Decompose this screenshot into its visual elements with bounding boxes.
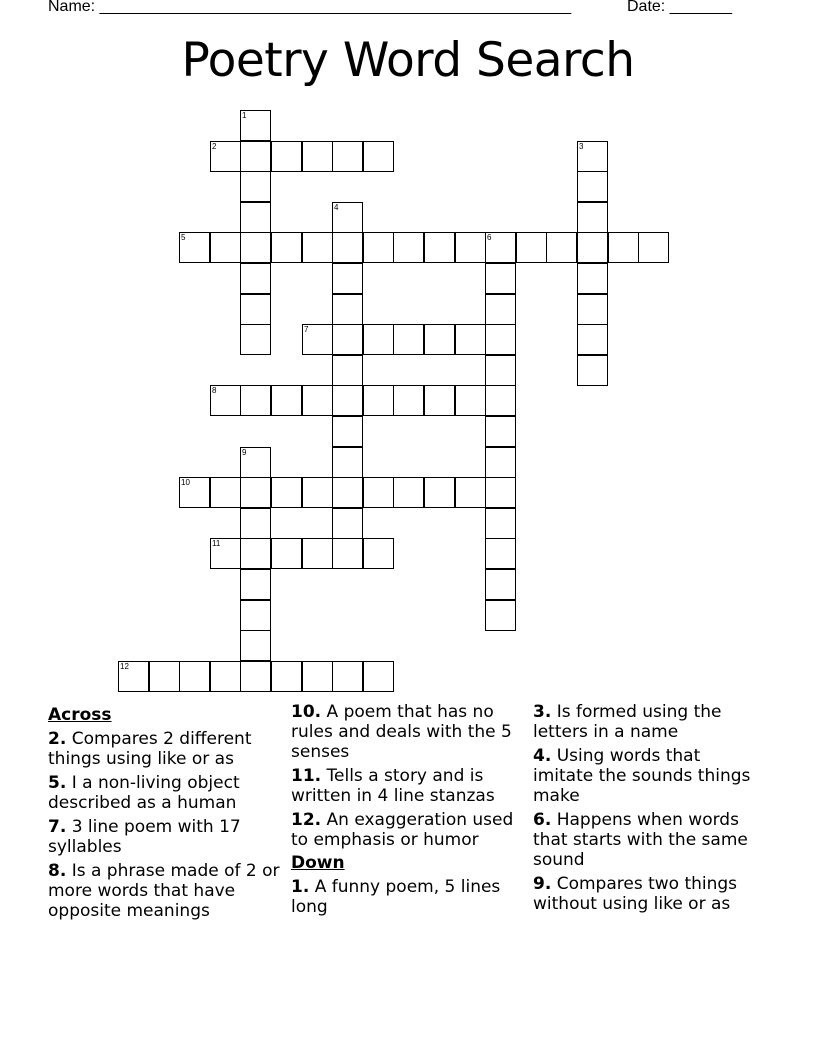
crossword-cell[interactable]	[332, 477, 363, 508]
crossword-cell[interactable]	[210, 661, 241, 692]
crossword-cell[interactable]	[455, 324, 486, 355]
crossword-cell[interactable]	[577, 294, 608, 325]
crossword-cell[interactable]	[240, 538, 271, 569]
crossword-cell[interactable]	[332, 232, 363, 263]
clue-number: 7	[304, 325, 309, 334]
crossword-cell[interactable]	[332, 385, 363, 416]
crossword-cell[interactable]	[485, 385, 516, 416]
crossword-cell[interactable]	[271, 141, 302, 172]
clue-number: 1	[242, 111, 247, 120]
crossword-cell[interactable]	[240, 294, 271, 325]
clue-down-9: 9. Compares two things without using like or as	[533, 874, 738, 914]
crossword-cell[interactable]	[332, 324, 363, 355]
crossword-cell[interactable]	[485, 294, 516, 325]
crossword-cell[interactable]	[455, 385, 486, 416]
clue-down-6: 6. Happens when words that starts with the same sound	[533, 810, 748, 870]
crossword-cell[interactable]	[485, 569, 516, 600]
crossword-cell[interactable]	[577, 232, 608, 263]
crossword-cell[interactable]	[485, 324, 516, 355]
crossword-cell[interactable]	[638, 232, 669, 263]
crossword-cell[interactable]	[455, 477, 486, 508]
crossword-cell[interactable]	[577, 171, 608, 202]
crossword-cell[interactable]	[240, 447, 271, 478]
crossword-cell[interactable]	[210, 538, 241, 569]
clue-number: 4	[334, 203, 339, 212]
clue-number: 3	[579, 142, 584, 151]
crossword-cell[interactable]	[210, 385, 241, 416]
across-heading: Across	[48, 705, 112, 725]
date-line[interactable]: _______	[669, 0, 732, 15]
crossword-cell[interactable]	[210, 141, 241, 172]
crossword-cell[interactable]	[240, 263, 271, 294]
crossword-cell[interactable]	[485, 232, 516, 263]
crossword-cell[interactable]	[455, 232, 486, 263]
crossword-cell[interactable]	[240, 477, 271, 508]
crossword-cell[interactable]	[271, 477, 302, 508]
crossword-cell[interactable]	[240, 385, 271, 416]
crossword-cell[interactable]	[149, 661, 180, 692]
clue-column-3	[533, 702, 765, 914]
crossword-cell[interactable]	[363, 141, 394, 172]
page-title: Poetry Word Search	[181, 33, 635, 88]
crossword-cell[interactable]	[240, 569, 271, 600]
crossword-cell[interactable]	[332, 447, 363, 478]
clue-across-11: 11. Tells a story and is written in 4 line stanzas	[291, 766, 495, 806]
crossword-cell[interactable]	[485, 355, 516, 386]
date-label: Date:	[627, 0, 666, 15]
crossword-cell[interactable]	[577, 355, 608, 386]
crossword-cell[interactable]	[302, 477, 333, 508]
clue-column-2	[291, 702, 523, 917]
crossword-cell[interactable]	[302, 324, 333, 355]
clue-down-4: 4. Using words that imitate the sounds things make	[533, 746, 751, 806]
crossword-cell[interactable]	[393, 477, 424, 508]
crossword-cell[interactable]	[332, 355, 363, 386]
crossword-cell[interactable]	[577, 141, 608, 172]
crossword-cell[interactable]	[240, 202, 271, 233]
crossword-cell[interactable]	[271, 232, 302, 263]
clue-number: 5	[181, 233, 186, 242]
crossword-cell[interactable]	[393, 385, 424, 416]
clue-across-5: 5. I a non-living object described as a human	[48, 773, 240, 813]
crossword-cell[interactable]	[546, 232, 577, 263]
crossword-cell[interactable]	[240, 232, 271, 263]
crossword-cell[interactable]	[363, 661, 394, 692]
crossword-cell[interactable]	[332, 294, 363, 325]
crossword-cell[interactable]	[332, 416, 363, 447]
crossword-cell[interactable]	[302, 232, 333, 263]
crossword-cell[interactable]	[485, 538, 516, 569]
crossword-cell[interactable]	[485, 508, 516, 539]
crossword-cell[interactable]	[608, 232, 639, 263]
crossword-cell[interactable]	[179, 477, 210, 508]
crossword-cell[interactable]	[485, 263, 516, 294]
crossword-cell[interactable]	[240, 508, 271, 539]
crossword-cell[interactable]	[363, 385, 394, 416]
crossword-cell[interactable]	[302, 385, 333, 416]
crossword-cell[interactable]	[516, 232, 547, 263]
clue-number: 8	[212, 386, 217, 395]
crossword-cell[interactable]	[424, 385, 455, 416]
crossword-cell[interactable]	[332, 202, 363, 233]
crossword-cell[interactable]	[393, 232, 424, 263]
crossword-cell[interactable]	[302, 661, 333, 692]
clue-across-8: 8. Is a phrase made of 2 or more words that have opposite meanings	[48, 861, 280, 921]
crossword-cell[interactable]	[485, 447, 516, 478]
crossword-cell[interactable]	[332, 538, 363, 569]
crossword-cell[interactable]	[240, 141, 271, 172]
crossword-cell[interactable]	[240, 600, 271, 631]
clue-number: 10	[181, 478, 190, 487]
crossword-cell[interactable]	[271, 538, 302, 569]
crossword-cell[interactable]	[363, 477, 394, 508]
crossword-cell[interactable]	[240, 171, 271, 202]
crossword-cell[interactable]	[179, 661, 210, 692]
clue-number: 9	[242, 448, 247, 457]
clue-across-10: 10. A poem that has no rules and deals with the 5 senses	[291, 702, 512, 762]
crossword-cell[interactable]	[240, 110, 271, 141]
crossword-cell[interactable]	[577, 324, 608, 355]
crossword-cell[interactable]	[577, 202, 608, 233]
clue-number: 12	[120, 662, 129, 671]
crossword-cell[interactable]	[393, 324, 424, 355]
crossword-cell[interactable]	[424, 324, 455, 355]
crossword-cell[interactable]	[485, 416, 516, 447]
crossword-cell[interactable]	[577, 263, 608, 294]
crossword-cell[interactable]	[424, 232, 455, 263]
clue-number: 6	[487, 233, 492, 242]
crossword-cell[interactable]	[210, 232, 241, 263]
clue-across-7: 7. 3 line poem with 17 syllables	[48, 817, 241, 857]
clue-down-1: 1. A funny poem, 5 lines long	[291, 877, 501, 917]
crossword-cell[interactable]	[332, 508, 363, 539]
clue-across-2: 2. Compares 2 different things using like or as	[48, 729, 252, 769]
crossword-cell[interactable]	[240, 661, 271, 692]
clue-column-1	[48, 702, 280, 921]
crossword-cell[interactable]	[363, 538, 394, 569]
clue-down-3: 3. Is formed using the letters in a name	[533, 702, 722, 742]
crossword-cell[interactable]	[363, 324, 394, 355]
name-label: Name:	[48, 0, 96, 15]
crossword-cell[interactable]	[485, 600, 516, 631]
crossword-cell[interactable]	[332, 141, 363, 172]
crossword-cell[interactable]	[485, 477, 516, 508]
crossword-cell[interactable]	[271, 661, 302, 692]
crossword-cell[interactable]	[179, 232, 210, 263]
crossword-cell[interactable]	[240, 324, 271, 355]
crossword-cell[interactable]	[210, 477, 241, 508]
crossword-cell[interactable]	[240, 630, 271, 661]
crossword-cell[interactable]	[332, 263, 363, 294]
crossword-cell[interactable]	[118, 661, 149, 692]
crossword-cell[interactable]	[302, 141, 333, 172]
crossword-cell[interactable]	[332, 661, 363, 692]
down-heading: Down	[291, 853, 345, 873]
crossword-cell[interactable]	[424, 477, 455, 508]
clue-number: 11	[212, 539, 221, 548]
crossword-cell[interactable]	[302, 538, 333, 569]
clue-number: 2	[212, 142, 217, 151]
clue-across-12: 12. An exaggeration used to emphasis or humor	[291, 810, 514, 850]
crossword-cell[interactable]	[363, 232, 394, 263]
crossword-cell[interactable]	[271, 385, 302, 416]
name-line[interactable]: _____________________________________________________	[99, 0, 572, 15]
